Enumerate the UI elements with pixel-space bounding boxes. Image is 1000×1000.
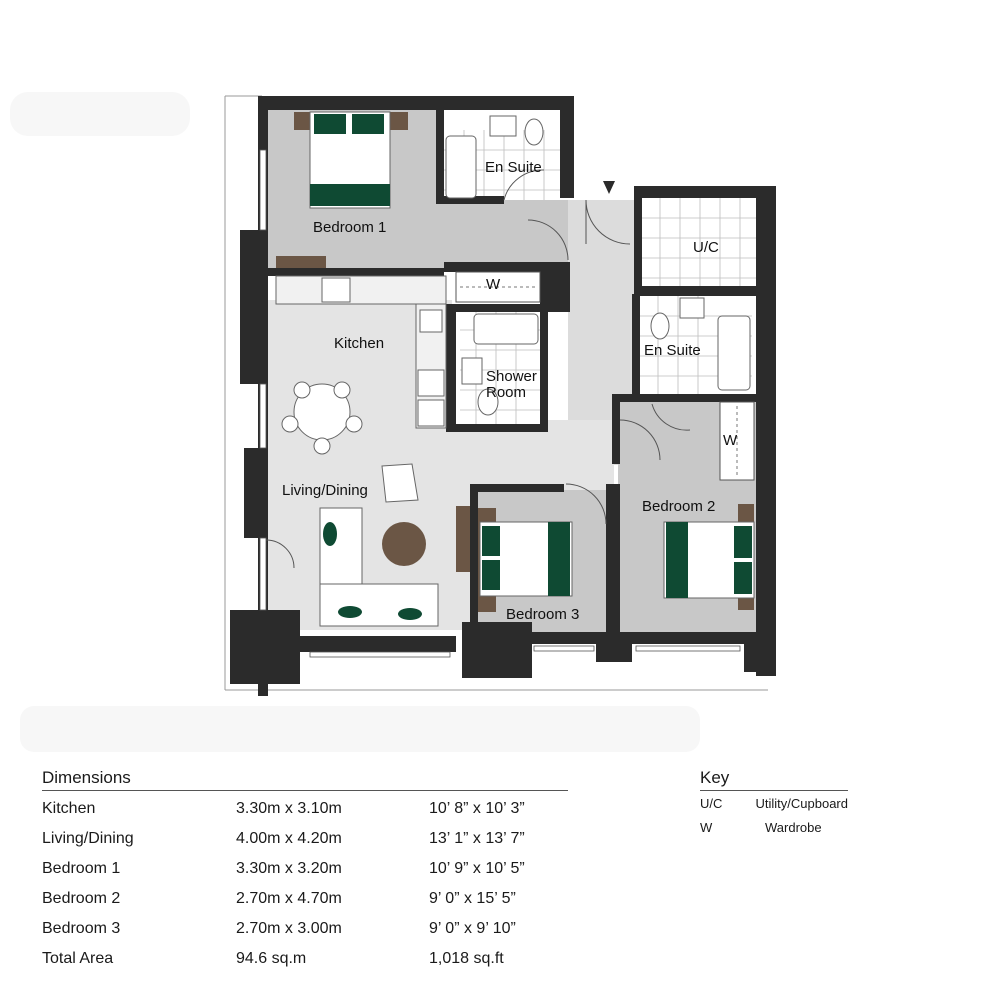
bedroom3-pillow-2 <box>482 560 500 590</box>
key-legend <box>700 768 848 840</box>
basin-ensuite1 <box>490 116 516 136</box>
wall-bottom-bedroom2 <box>620 632 756 644</box>
wall-shower-top <box>444 304 546 312</box>
dimension-room: Total Area <box>42 950 114 967</box>
dimension-row <box>42 854 568 884</box>
tv-unit <box>456 506 470 572</box>
dining-chair-1 <box>294 382 310 398</box>
sofa-cushion-1 <box>323 522 337 546</box>
dimension-metric: 3.30m x 3.10m <box>236 800 342 817</box>
label-bedroom-3: Bedroom 3 <box>506 606 580 623</box>
dimension-imperial: 1,018 sq.ft <box>429 950 504 967</box>
bath-ensuite2 <box>718 316 750 390</box>
hob-icon <box>322 278 350 302</box>
toilet-ensuite1 <box>525 119 543 145</box>
sofa-cushion-2 <box>338 606 362 618</box>
wall-ensuite1-right <box>560 96 574 198</box>
dining-chair-2 <box>334 382 350 398</box>
window-living-1 <box>260 384 266 448</box>
key-meaning: Utility/Cupboard <box>755 796 848 811</box>
dimension-room: Kitchen <box>42 800 96 817</box>
key-meaning: Wardrobe <box>765 820 822 835</box>
dimension-metric: 94.6 sq.m <box>236 950 307 967</box>
wall-shower-left <box>446 304 456 430</box>
toilet-ensuite2 <box>651 313 669 339</box>
dining-chair-4 <box>346 416 362 432</box>
dimensions-title: Dimensions <box>42 768 568 791</box>
wall-top-bedroom1 <box>258 96 574 110</box>
wall-bedroom2-left <box>612 484 620 634</box>
label-bedroom-2: Bedroom 2 <box>642 498 716 515</box>
dimension-row-total <box>42 944 568 974</box>
wall-bottom-right-block <box>744 632 774 672</box>
bedroom3-throw <box>548 522 570 596</box>
dimension-imperial: 13’ 1” x 13’ 7” <box>429 830 525 847</box>
wall-uc-top <box>636 186 776 198</box>
wall-left-pier1 <box>240 230 268 300</box>
dimension-metric: 3.30m x 3.20m <box>236 860 342 877</box>
wall-bottom-left-block <box>230 610 300 684</box>
dimension-row <box>42 794 568 824</box>
wall-right <box>756 186 776 676</box>
label-shower-room-line1: Shower <box>486 368 537 385</box>
bedroom1-pillow-right <box>352 114 384 134</box>
wall-left-pier3 <box>244 448 268 538</box>
window-bottom-bedroom3 <box>534 646 594 651</box>
wall-bedroom3-top-a <box>470 484 564 492</box>
wall-bottom-living <box>300 636 456 652</box>
wall-uc-bottom <box>640 286 756 296</box>
bedroom2-pillow-2 <box>734 562 752 594</box>
dimension-imperial: 9’ 0” x 15’ 5” <box>429 890 516 907</box>
wall-ensuite1-left <box>436 110 444 204</box>
basin-shower-room <box>462 358 482 384</box>
dimension-row <box>42 884 568 914</box>
label-bedroom-1: Bedroom 1 <box>313 219 387 236</box>
label-wardrobe-1: W <box>486 276 501 293</box>
wall-shower-right <box>540 304 548 430</box>
sofa-cushion-3 <box>398 608 422 620</box>
bedroom2-pillow-1 <box>734 526 752 558</box>
dimension-imperial: 9’ 0” x 9’ 10” <box>429 920 516 937</box>
dimension-room: Bedroom 1 <box>42 860 121 877</box>
key-code: U/C <box>700 796 723 811</box>
dining-chair-3 <box>282 416 298 432</box>
key-row <box>700 816 848 840</box>
label-kitchen: Kitchen <box>334 335 385 352</box>
bath-shower-room <box>474 314 538 344</box>
bedroom1-desk <box>276 256 326 268</box>
dimension-metric: 4.00m x 4.20m <box>236 830 342 847</box>
window-bedroom1 <box>260 150 266 230</box>
living-upper-floor <box>452 430 614 486</box>
appliance-1-icon <box>418 370 444 396</box>
dimensions-table <box>42 768 568 974</box>
window-bottom-living <box>310 652 450 657</box>
basin-ensuite2 <box>680 298 704 318</box>
dimension-metric: 2.70m x 3.00m <box>236 920 342 937</box>
bedroom-1-recess <box>440 200 568 270</box>
dimension-imperial: 10’ 8” x 10’ 3” <box>429 800 525 817</box>
label-en-suite-1: En Suite <box>485 159 542 176</box>
bedroom1-pillow-left <box>314 114 346 134</box>
dimension-room: Living/Dining <box>42 830 134 847</box>
sofa-base <box>320 584 438 626</box>
label-en-suite-2: En Suite <box>644 342 701 359</box>
wall-uc-left <box>634 186 642 294</box>
bedroom3-pillow-1 <box>482 526 500 556</box>
dining-chair-5 <box>314 438 330 454</box>
wall-ensuite2-left <box>632 294 640 396</box>
window-bottom-bedroom2 <box>636 646 740 651</box>
wall-ensuite2-bottom <box>614 394 756 402</box>
appliance-2-icon <box>418 400 444 426</box>
armchair <box>382 464 418 502</box>
wall-shower-bottom <box>446 424 548 432</box>
dimension-metric: 2.70m x 4.70m <box>236 890 342 907</box>
bath-ensuite1 <box>446 136 476 198</box>
wall-bedroom1-bottom <box>266 268 444 276</box>
dimension-imperial: 10’ 9” x 10’ 5” <box>429 860 525 877</box>
bedroom1-throw <box>310 184 390 206</box>
dimension-row <box>42 914 568 944</box>
kitchen-counter-top <box>276 276 446 304</box>
wall-bedroom2-left-upper <box>612 394 620 464</box>
key-row <box>700 792 848 816</box>
wall-bottom-mid-block <box>462 622 532 678</box>
wall-bottom-bedroom3 <box>476 632 616 644</box>
key-title: Key <box>700 768 848 791</box>
bedroom2-throw <box>666 522 688 598</box>
wall-bedroom3-left <box>470 484 478 644</box>
dimension-row <box>42 824 568 854</box>
sink-icon <box>420 310 442 332</box>
key-code: W <box>700 820 713 835</box>
label-uc: U/C <box>693 239 719 256</box>
label-living-dining: Living/Dining <box>282 482 368 499</box>
coffee-table <box>382 522 426 566</box>
label-shower-room-line2: Room <box>486 384 527 401</box>
entrance-arrow-icon <box>603 181 615 194</box>
dimension-room: Bedroom 3 <box>42 920 121 937</box>
dimension-room: Bedroom 2 <box>42 890 121 907</box>
wall-left-pier2 <box>240 300 268 384</box>
label-wardrobe-2: W <box>723 432 738 449</box>
window-living-2 <box>260 538 266 610</box>
